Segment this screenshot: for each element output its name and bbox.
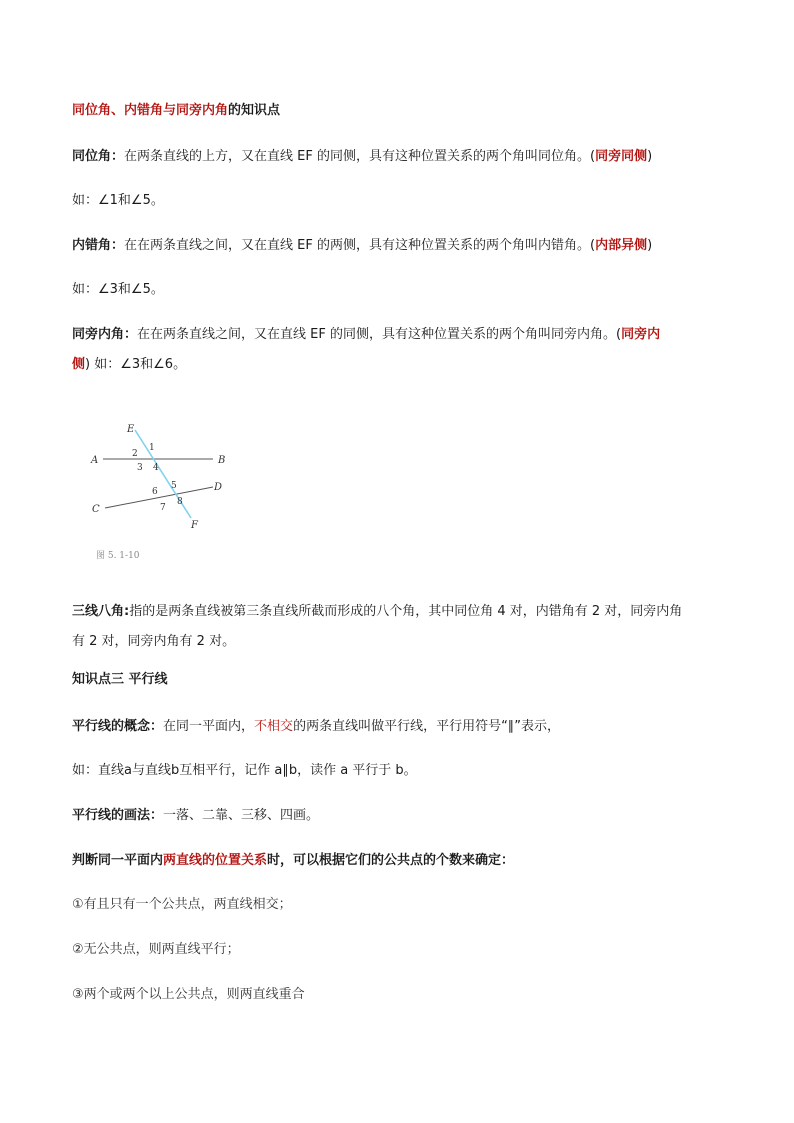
sanxian-term: 三线八角 [72,604,125,619]
parallel-highlight: 不相交 [254,719,294,734]
tongpang-definition-cont [72,356,186,374]
angle-label-2: 2 [132,449,138,459]
angle-label-6: 6 [152,487,158,497]
tongpang-example: ) 如：∠3和∠6。 [85,357,187,372]
parallel-draw-colon: ： [150,808,164,823]
label-B: B [218,455,226,466]
neicuo-definition [72,237,652,255]
tongpang-hint-a: 同旁内 [621,327,661,342]
parallel-term: 平行线的概念 [72,719,151,734]
judge-item-1: ①有且只有一个公共点，两直线相交； [72,897,292,912]
figure-caption: 图 5. 1-10 [96,551,140,561]
sanxian-text1: 指的是两条直线被第三条直线所截而形成的八个角，其中同位角 4 对，内错角有 2 对，同旁内角 [129,604,683,619]
sanxian-text2: 有 2 对，同旁内角有 2 对。 [72,634,236,649]
judge-item-2: ②无公共点，则两直线平行； [72,942,240,957]
parallel-text-b: 的两条直线叫做平行线，平行用符号“∥”表示， [293,719,561,734]
judge-item-3: ③两个或两个以上公共点，则两直线重合 [72,987,305,1002]
neicuo-term: 内错角 [72,238,112,253]
sanxian-colon: : [124,604,130,619]
tongwei-definition [72,148,652,166]
parallel-draw-text: 一落、二靠、三移、四画。 [163,808,320,823]
judge-prefix: 判断同一平面内 [72,853,164,868]
sanxian-definition [72,603,682,621]
tongpang-definition [72,326,660,344]
label-D: D [214,482,223,493]
tongpang-term: 同旁内角 [72,327,125,342]
angle-label-4: 4 [153,463,159,473]
judge-suffix: 时，可以根据它们的公共点的个数来确定： [267,853,515,868]
parallel-example: 如：直线a与直线b互相平行，记作 a∥b，读作 a 平行于 b。 [72,763,417,778]
neicuo-text: 在在两条直线之间，又在直线 EF 的两侧，具有这种位置关系的两个角叫内错角。( [124,238,596,253]
parallel-colon: ： [150,719,164,734]
parallel-definition [72,718,560,736]
judge-highlight: 两直线的位置关系 [163,853,268,868]
neicuo-colon: ： [111,238,125,253]
label-C: C [92,504,100,515]
line-cd [105,487,213,508]
parallel-draw-term: 平行线的画法 [72,808,151,823]
tongwei-term: 同位角 [72,149,112,164]
angle-label-5: 5 [171,481,177,491]
neicuo-close: ) [647,238,653,253]
tongwei-colon: ： [111,149,125,164]
tongwei-close: ) [647,149,653,164]
section-title-highlight: 同位角、内错角与同旁内角 [72,103,229,118]
neicuo-hint: 内部异侧 [595,238,648,253]
angle-label-8: 8 [177,497,183,507]
label-E: E [127,424,135,435]
angle-figure [85,418,245,568]
label-F: F [191,520,198,531]
judge-heading [72,852,514,870]
angle-label-3: 3 [137,463,143,473]
section-title [72,102,280,120]
parallel-drawing [72,807,319,825]
tongpang-colon: ： [124,327,138,342]
parallel-text-a: 在同一平面内， [163,719,255,734]
section-title-rest: 的知识点 [228,103,281,118]
tongpang-hint-b: 侧 [72,357,86,372]
tongwei-example: 如：∠1和∠5。 [72,193,164,208]
angle-label-1: 1 [149,443,155,453]
section3-title: 知识点三 平行线 [72,672,168,687]
neicuo-example: 如：∠3和∠5。 [72,282,164,297]
label-A: A [91,455,99,466]
angle-label-7: 7 [160,503,166,513]
tongwei-hint: 同旁同侧 [595,149,648,164]
tongwei-text: 在两条直线的上方，又在直线 EF 的同侧，具有这种位置关系的两个角叫同位角。( [124,149,596,164]
tongpang-text: 在在两条直线之间，又在直线 EF 的同侧，具有这种位置关系的两个角叫同旁内角。( [137,327,622,342]
